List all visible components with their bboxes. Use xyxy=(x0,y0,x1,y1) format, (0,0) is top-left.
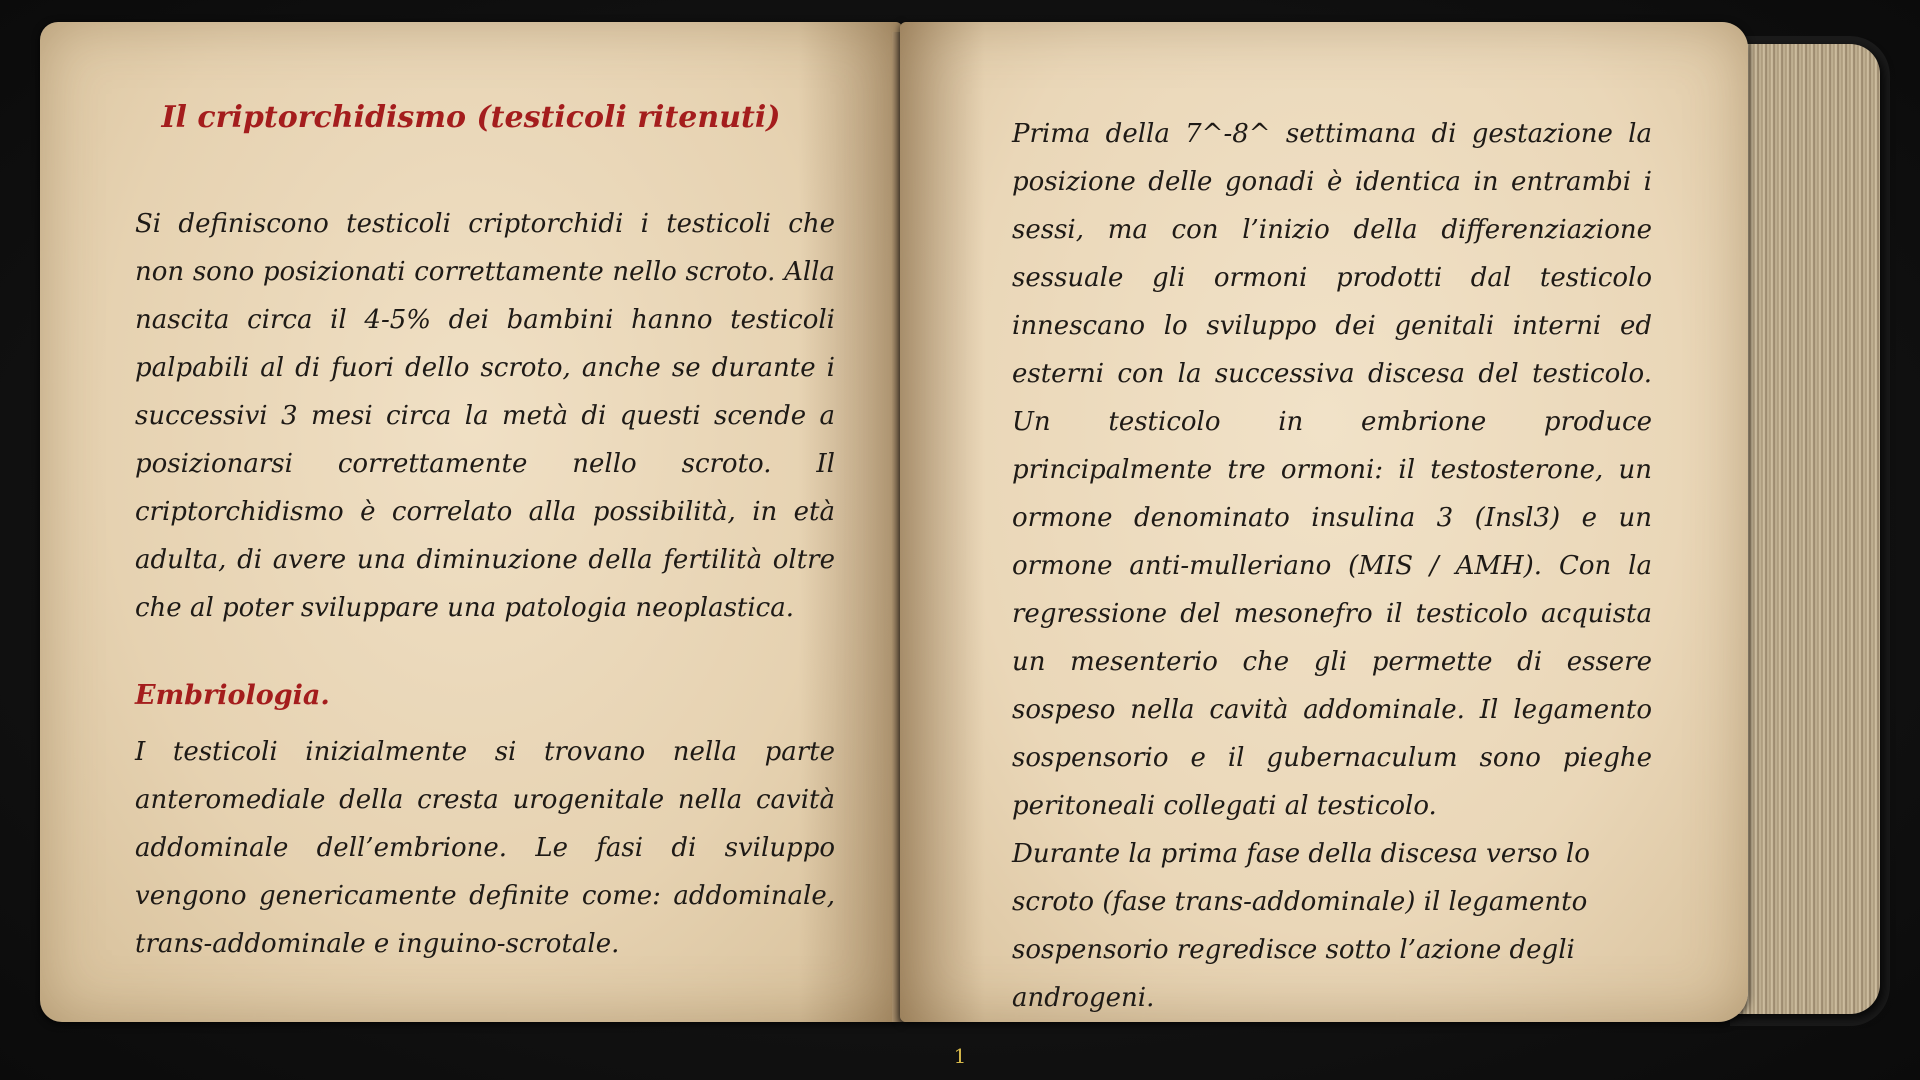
left-page[interactable] xyxy=(40,22,902,1022)
right-paragraph-2: Durante la prima fase della discesa verso lo scroto (fase trans-addominale) il legamento sospensorio regredisce sotto l’azione degli androgeni. xyxy=(1012,839,1590,1013)
open-book xyxy=(30,22,1870,1034)
left-paragraph-2: I testicoli inizialmente si trovano nella parte anteromediale della cresta urogenitale nella cavità addominale dell’embrione. Le fasi di sviluppo vengono genericamente definite come: addominale, trans-addominale e inguino-scrotale. xyxy=(135,737,835,959)
right-page[interactable] xyxy=(900,22,1748,1022)
section-heading: Embriologia. xyxy=(135,680,330,711)
page-number: 1 xyxy=(953,1044,967,1068)
right-paragraph-1: Prima della 7^-8^ settimana di gestazione la posizione delle gonadi è identica in entrambi i sessi, ma con l’inizio della differenziazione sessuale gli ormoni prodotti dal testicolo innescano lo sviluppo dei genitali interni ed esterni con la successiva discesa del testicolo. Un testicolo in embrione produce principalmente tre ormoni: il testosterone, un ormone denominato insulina 3 (Insl3) e un ormone anti-mulleriano (MIS / AMH). Con la regressione del mesonefro il testicolo acquista un mesenterio che gli permette di essere sospeso nella cavità addominale. Il legamento sospensorio e il gubernaculum sono pieghe peritoneali collegati al testicolo. xyxy=(1012,119,1652,821)
right-text-block xyxy=(1012,110,1652,1022)
page-title: Il criptorchidismo (testicoli ritenuti) xyxy=(161,100,781,135)
left-paragraph-1: Si definiscono testicoli criptorchidi i testicoli che non sono posizionati correttamente nello scroto. Alla nascita circa il 4-5% dei bambini hanno testicoli palpabili al di fuori dello scroto, anche se durante i successivi 3 mesi circa la metà di questi scende a posizionarsi correttamente nello scroto. Il criptorchidismo è correlato alla possibilità, in età adulta, di avere una diminuzione della fertilità oltre che al poter sviluppare una patologia neoplastica. xyxy=(135,209,835,623)
